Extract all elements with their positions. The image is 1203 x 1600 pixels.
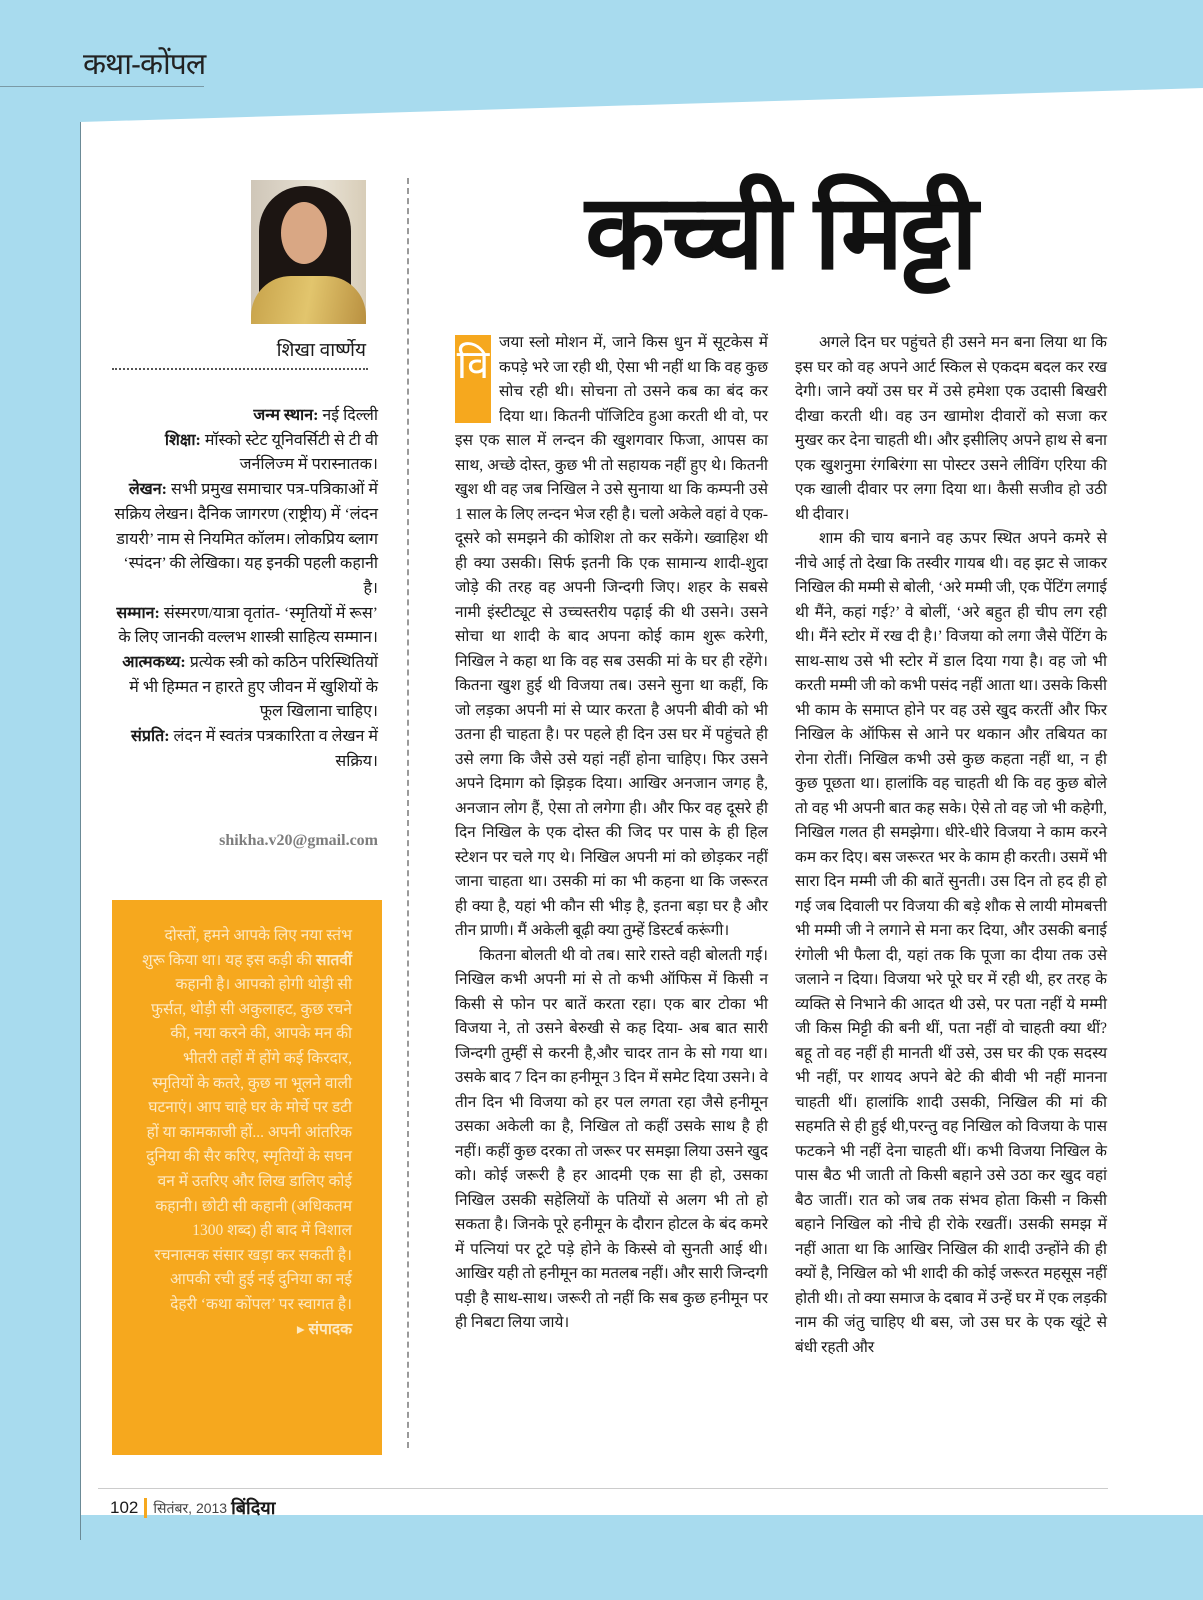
bio-item: शिक्षा: मॉस्को स्टेट यूनिवर्सिटी से टी वी जर्नलिज्म में परास्नातक।: [164, 431, 378, 474]
paragraph: वि जया स्लो मोशन में, जाने किस धुन में सूटकेस में कपड़े भरे जा रही थी, ऐसा भी नहीं था कि वह कुछ सोच रही थी। सोचना तो उसने कब का बंद कर दिया था। कितनी पॉजिटिव हुआ करती थी वो, पर इस एक साल में लन्दन की खुशगवार फिजा, आपस का साथ, अच्छे दोस्त, कुछ भी तो सहायक नहीं हुए थे। कितनी खुश थी वह जब निखिल ने उसे सुनाया था कि कम्पनी उसे 1 साल के लिए लन्दन भेज रही है। चलो अकेले वहां वे एक-दूसरे को समझने की कोशिश तो कर सकेंगे। ख्वाहिश थी ही क्या उसकी। सिर्फ इतनी कि एक सामान्य शादी-शुदा जोड़े की तरह वह अपनी जिन्दगी जिए। शहर के सबसे नामी इंस्टीट्यूट से उच्चस्तरीय पढ़ाई की थी उसने। उसने सोचा था शादी के बाद अपना कोई काम शुरू करेगी, निखिल ने कहा था कि वह सब उसकी मां के घर ही रहेंगे। कितना खुश हुई थी विजया तब। उसने सुना था कहीं, कि जो लड़का अपनी मां से प्यार करता है अपनी बीवी को भी उतना ही चाहता है। पर पहले ही दिन उस घर में पहुंचते ही उसे लगा कि जैसे उसे यहां नहीं होना चाहिए। फिर उसने अपने दिमाग को झिड़क दिया। आखिर अनजान जगह है, अनजान लोग हैं, ऐसा तो लगेगा ही। और फिर वह दूसरे ही दिन निखिल के एक दोस्त की जिद पर पास के ही हिल स्टेशन पर चले गए थे। निखिल अपनी मां को छोड़कर नहीं जाना चाहता था। उसकी मां का भी कहना था कि जरूरत ही क्या है, यहां भी कौन सी भीड़ है, इतना बड़ा घर है और तीन प्राणी। मैं अकेली बूढ़ी क्या तुम्हें डिस्टर्ब करूंगी।: [455, 334, 768, 939]
editor-note-text: दोस्तों, हमने आपके लिए नया स्तंभ शुरू किया था। यह इस कड़ी की सातवीं कहानी है। आपको होगी थोड़ी सी फुर्सत, थोड़ी सी अकुलाहट, कुछ रचने की, नया करने की, आपके मन की भीतरी तहों में होंगे कई किरदार, स्मृतियों के कतरे, कुछ ना भूलने वाली घटनाएं। आप चाहे घर के मोर्चे पर डटी हों या कामकाजी हों... अपनी आंतरिक दुनिया की सैर करिए, स्मृतियों के सघन वन में उतरिए और लिख डालिए कोई कहानी। छोटी सी कहानी (अधिकतम 1300 शब्द) ही बाद में विशाल रचनात्मक संसार खड़ा कर सकती है। आपकी रची हुई नई दुनिया का नई देहरी ‘कथा कोंपल’ पर स्वागत है। ▸ संपादक: [140, 924, 352, 1342]
footer-rule: [98, 1488, 1108, 1489]
paragraph: कितना बोलती थी वो तब। सारे रास्ते वही बोलती गई। निखिल कभी अपनी मां से तो कभी ऑफिस में किसी न किसी से फोन पर बातें करता रहा। एक बार टोका भी विजया ने, तो उसने बेरुखी से कह दिया- अब बात सारी जिन्दगी तुम्हीं से करनी है,और चादर तान के सो गया था। उसके बाद 7 दिन का हनीमून 3 दिन में समेट दिया उसने। वे तीन दिन भी विजया को हर पल लगता रहा जैसे हनीमून उसका अकेली का है, निखिल तो कहीं उसके साथ है ही नहीं। कहीं कुछ दरका तो जरूर पर समझा लिया उसने खुद को। कोई जरूरी है हर आदमी एक सा ही हो, उसका निखिल उसकी सहेलियों के पतियों से अलग भी तो हो सकता है। जिनके पूरे हनीमून के दौरान होटल के बंद कमरे में पत्नियां पर टूटे पड़े होने के किस्से वो सुनती आई थी। आखिर यही तो हनीमून का मतलब नहीं। और सारी जिन्दगी पड़ी है साथ-साथ। जरूरी तो नहीं कि सब कुछ हनीमून पर ही निबटा लिया जाये।: [455, 946, 768, 1331]
margin-line: [80, 122, 81, 1600]
bio-item: जन्म स्थान: नई दिल्ली: [253, 407, 378, 424]
author-email[interactable]: shikha.v20@gmail.com: [219, 832, 378, 849]
story-title: कच्ची मिट्टी: [585, 175, 975, 291]
editor-note-box: [112, 900, 382, 1455]
story-column-1: [455, 331, 768, 1336]
page-number: 102: [110, 1498, 139, 1517]
column-divider: [407, 178, 409, 1448]
issue-date: सितंबर, 2013: [153, 1499, 228, 1516]
bio-item: संप्रति: लंदन में स्वतंत्र पत्रकारिता व लेखन में सक्रिय।: [131, 728, 378, 770]
paragraph: अगले दिन घर पहुंचते ही उसने मन बना लिया था कि इस घर को वह अपने आर्ट स्किल से एकदम बदल कर रख देगी। जाने क्यों उस घर में उसे हमेशा एक उदासी बिखरी दीखा करती थी। वह उन खामोश दीवारों को सजा कर मुखर कर देना चाहती थी। और इसीलिए अपने हाथ से बना एक खुशनुमा रंगबिरंगा सा पोस्टर उसने लीविंग एरिया की एक खाली दीवार पर लगा दिया था। कैसी सजीव हो उठी थी दीवार।: [795, 334, 1107, 523]
author-bio: [112, 404, 378, 775]
page-footer: [110, 1496, 275, 1520]
header-rule: [0, 86, 204, 87]
drop-cap: वि: [455, 335, 491, 423]
bio-item: लेखन: सभी प्रमुख समाचार पत्र-पत्रिकाओं में सक्रिय लेखन। दैनिक जागरण (राष्ट्रीय) में ‘लंदन डायरी’ नाम से नियमित कॉलम। लोकप्रिय ब्लाग ‘स्पंदन’ की लेखिका। यह इनकी पहली कहानी है।: [114, 481, 378, 597]
magazine-name: बिंदिया: [231, 1498, 276, 1518]
section-title: कथा-कोंपल: [83, 48, 206, 81]
footer-accent-bar: [144, 1498, 147, 1518]
paragraph: शाम की चाय बनाने वह ऊपर स्थित अपने कमरे से नीचे आई तो देखा कि तस्वीर गायब थी। वह झट से जाकर निखिल की मम्मी से बोली, ‘अरे मम्मी जी, एक पेंटिंग लगाई थी मैंने, कहां गई?’ वे बोलीं, ‘अरे बहुत ही चीप लग रही थी। मैंने स्टोर में रख दी है।’ विजया को लगा जैसे पेंटिंग के साथ-साथ उसे भी स्टोर में डाल दिया गया है। वह जो भी करती मम्मी जी को कभी पसंद नहीं आता था। उसके किसी भी काम के समाप्त होने पर वह उसे खुद करतीं और फिर निखिल के ऑफिस से आने पर थकान और तबियत का रोना रोतीं। निखिल कभी उसे कुछ कहता नहीं था, न ही कुछ पूछता था। हालांकि वह चाहती थी कि वह कुछ बोले तो वह भी अपनी बात कह सके। ऐसे तो वह जो भी कहेगी, निखिल गलत ही समझेगा। धीरे-धीरे विजया ने काम करने कम कर दिए। बस जरूरत भर के काम ही करती। उसमें भी सारा दिन मम्मी जी की बातें सुनती। उस दिन तो हद ही हो गई जब दिवाली पर विजया की बड़े शौक से लायी मोमबत्ती भी मम्मी जी ने लगाने से मना कर दिया, और उसकी बनाई रंगोली भी फैला दी, यहां तक कि पूजा का दीया तक उसे जलाने न दिया। विजया भरे पूरे घर में रही थी, हर तरह के व्यक्ति से निभाने की आदत थी उसे, पर पता नहीं ये मम्मी जी किस मिट्टी की बनी थीं, पता नहीं वो चाहती क्या थीं? बहू तो वह नहीं ही मानती थीं उसे, उस घर की एक सदस्य भी नहीं, पर शायद अपने बेटे की बीवी भी नहीं मानना चाहती थीं। हालांकि शादी उसकी, निखिल की मां की सहमति से ही हुई थी,परन्तु वह निखिल को विजया के पास फटकने भी नहीं देना चाहती थीं। कभी विजया निखिल के पास बैठ भी जाती तो किसी बहाने उसे उठा कर खुद वहां बैठ जातीं। रात को जब तक संभव होता किसी न किसी बहाने निखिल को नीचे ही रोके रखतीं। उसकी समझ में नहीं आता था कि आखिर निखिल की शादी उन्होंने की ही क्यों है, निखिल को भी शादी की कोई जरूरत महसूस नहीं होती थी। तो क्या समाज के दबाव में उन्हें घर में एक लड़की नाम की जंतु चाहिए थी बस, जो उस घर के एक खूंटे से बंधी रहती और: [795, 530, 1107, 1356]
story-column-2: [795, 331, 1107, 1360]
editor-signature: ▸ संपादक: [296, 1320, 352, 1338]
divider: [112, 368, 368, 370]
bio-item: आत्मकथ्य: प्रत्येक स्त्री को कठिन परिस्थितियों में भी हिम्मत न हारते हुए जीवन में खुशियों के फूल खिलाना चाहिए।: [122, 654, 378, 721]
author-photo: [251, 180, 366, 324]
bio-item: सम्मान: संस्मरण/यात्रा वृतांत- ‘स्मृतियों में रूस’ के लिए जानकी वल्लभ शास्त्री साहित्य सम्मान।: [116, 604, 378, 647]
bottom-band: [0, 1540, 1203, 1600]
author-name: शिखा वार्ष्णेय: [276, 340, 366, 361]
